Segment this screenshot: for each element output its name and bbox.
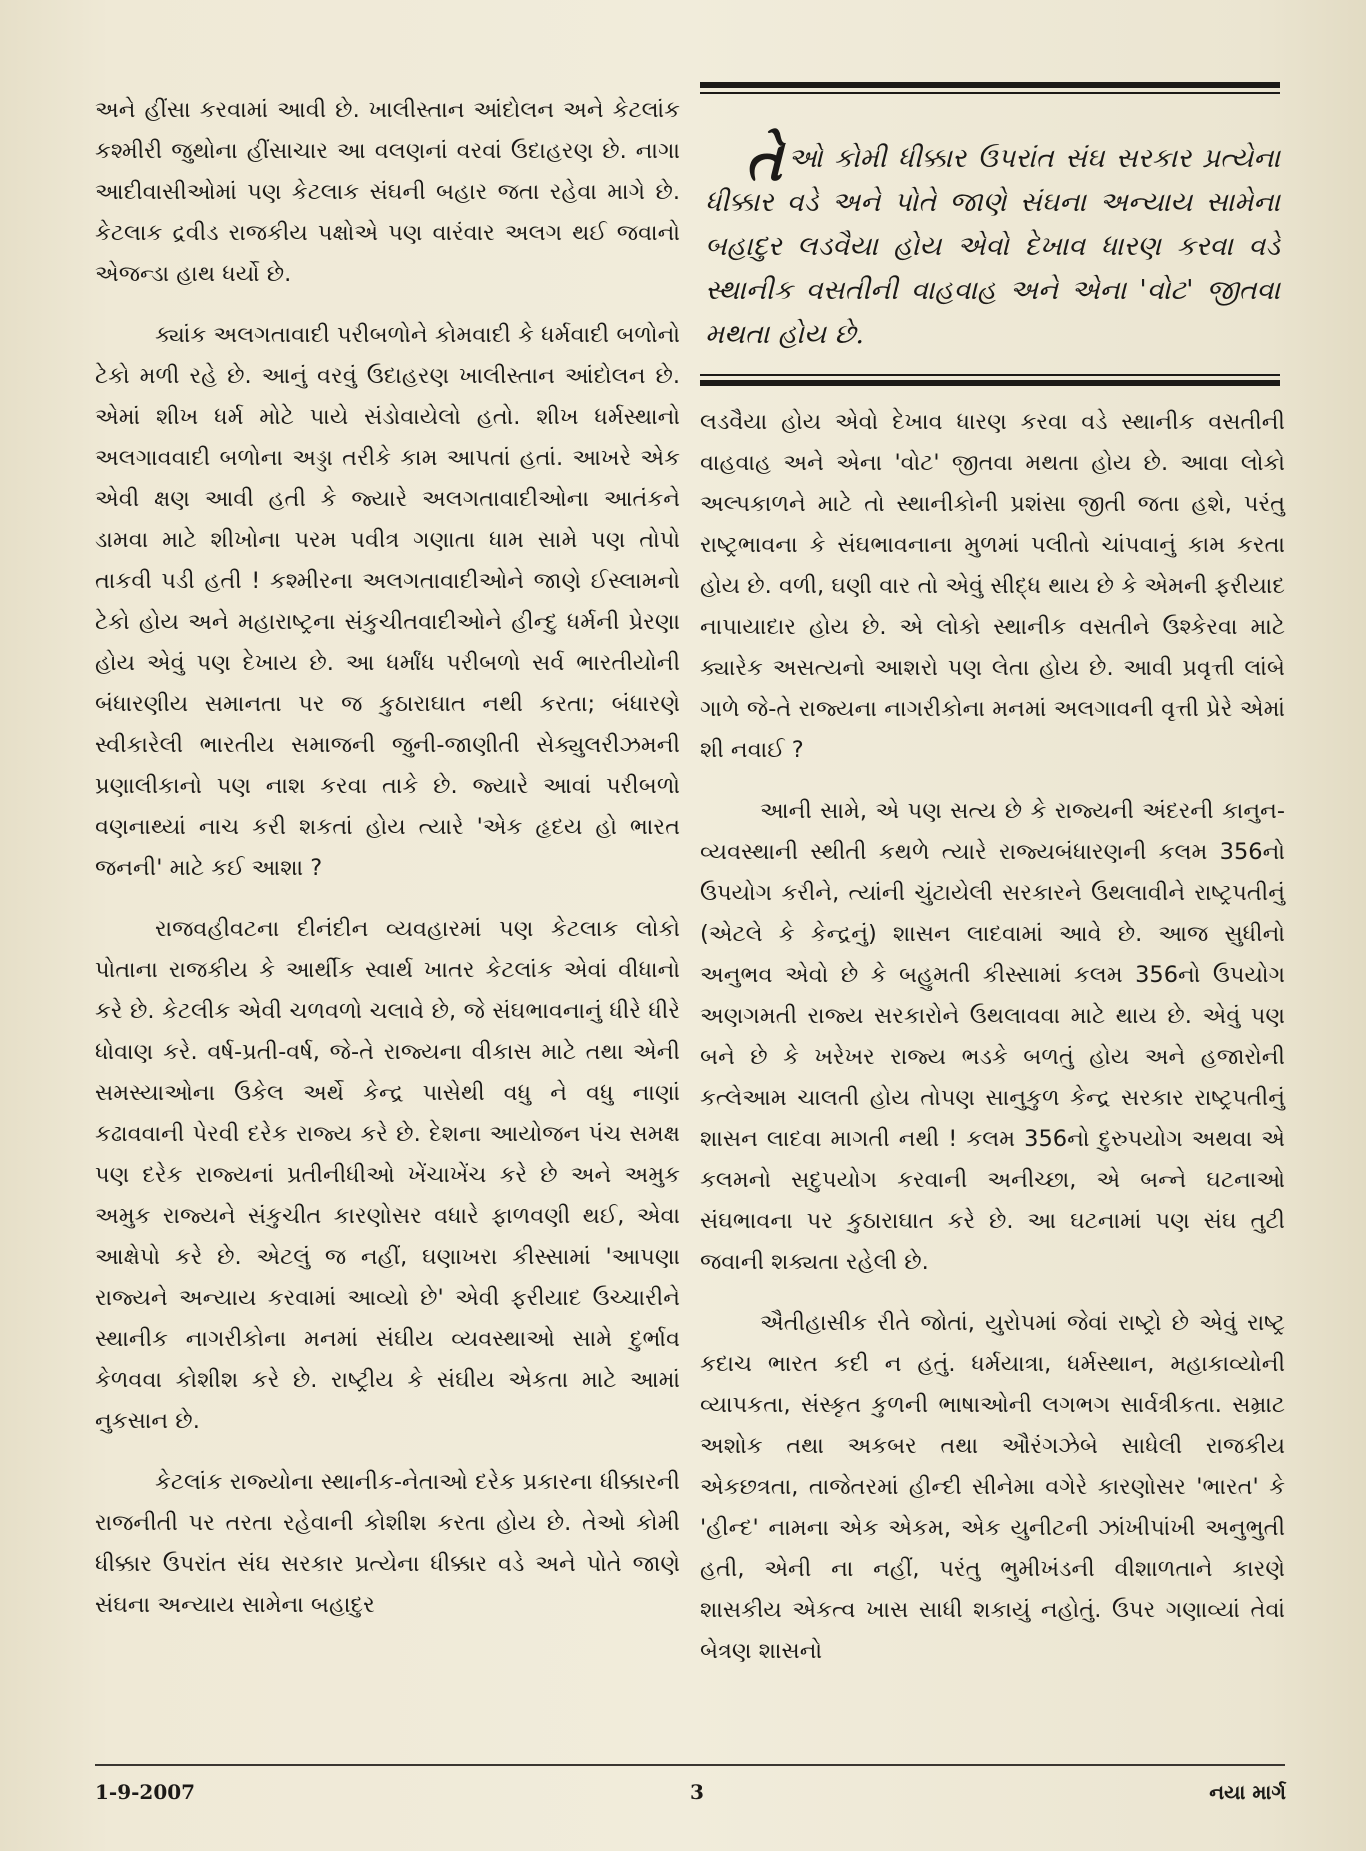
left-paragraph-2: ક્યાંક અલગતાવાદી પરીબળોને કોમવાદી કે ધર્મવાદી બળોનો ટેકો મળી રહે છે. આનું વરવું ઉદાહરણ ખાલીસ્તાન આંદોલન છે. એમાં શીખ ધર્મ મોટે પાયે સંડોવાયેલો હતો. શીખ ધર્મસ્થાનો અલગાવવાદી બળોના અડ્ડા તરીકે કામ આપતાં હતાં. આખરે એક એવી ક્ષણ આવી હતી કે જ્યારે અલગતાવાદીઓના આતંકને ડામવા માટે શીખોના પરમ પવીત્ર ગણાતા ધામ સામે પણ તોપો તાકવી પડી હતી ! કશ્મીરના અલગતાવાદીઓને જાણે ઈસ્લામનો ટેકો હોય અને મહારાષ્ટ્રના સંકુચીતવાદીઓને હીન્દુ ધર્મની પ્રેરણા હોય એવું પણ દેખાય છે. આ ધર્માંધ પરીબળો સર્વ ભારતીયોની બંધારણીય સમાનતા પર જ કુઠારાઘાત નથી કરતા; બંધારણે સ્વીકારેલી ભારતીય સમાજની જુની-જાણીતી સેક્યુલરીઝમની પ્રણાલીકાનો પણ નાશ કરવા તાકે છે. જ્યારે આવાં પરીબળો વણનાથ્યાં નાચ કરી શકતાં હોય ત્યારે 'એક હૃદય હો ભારત જનની' માટે કઈ આશા ? <box>95 322 680 881</box>
quote-top-rule-thin <box>700 92 1280 94</box>
left-paragraph-3: રાજવહીવટના દીનંદીન વ્યવહારમાં પણ કેટલાક લોકો પોતાના રાજકીય કે આર્થીક સ્વાર્થ ખાતર કેટલાંક એવાં વીધાનો કરે છે. કેટલીક એવી ચળવળો ચલાવે છે, જે સંઘભાવનાનું ધીરે ધીરે ધોવાણ કરે. વર્ષ-પ્રતી-વર્ષ, જે-તે રાજ્યના વીકાસ માટે તથા એની સમસ્યાઓના ઉકેલ અર્થે કેન્દ્ર પાસેથી વધુ ને વધુ નાણાં કઢાવવાની પેરવી દરેક રાજ્ય કરે છે. દેશના આયોજન પંચ સમક્ષ પણ દરેક રાજ્યનાં પ્રતીનીધીઓ ખેંચાખેંચ કરે છે અને અમુક અમુક રાજ્યને સંકુચીત કારણોસર વધારે ફાળવણી થઈ, એવા આક્ષેપો કરે છે. એટલું જ નહીં, ઘણાખરા કીસ્સામાં 'આપણા રાજ્યને અન્યાય કરવામાં આવ્યો છે' એવી ફરીયાદ ઉચ્ચારીને સ્થાનીક નાગરીકોના મનમાં સંઘીય વ્યવસ્થાઓ સામે દુર્ભાવ કેળવવા કોશીશ કરે છે. રાષ્ટ્રીય કે સંઘીય એકતા માટે આમાં નુકસાન છે. <box>95 916 680 1434</box>
quote-bottom-rule-thick <box>700 380 1280 386</box>
left-paragraph-1: અને હીંસા કરવામાં આવી છે. ખાલીસ્તાન આંદોલન અને કેટલાંક કશ્મીરી જુથોના હીંસાચાર આ વલણનાં વરવાં ઉદાહરણ છે. નાગા આદીવાસીઓમાં પણ કેટલાક સંઘની બહાર જતા રહેવા માગે છે. કેટલાક દ્રવીડ રાજકીય પક્ષોએ પણ વારંવાર અલગ થઈ જવાનો એજન્ડા હાથ ધર્યો છે. <box>95 97 680 287</box>
right-paragraph-1: લડવૈયા હોય એવો દેખાવ ધારણ કરવા વડે સ્થાનીક વસતીની વાહવાહ અને એના 'વોટ' જીતવા મથતા હોય છે. આવા લોકો અલ્પકાળને માટે તો સ્થાનીકોની પ્રશંસા જીતી જતા હશે, પરંતુ રાષ્ટ્રભાવના કે સંઘભાવનાના મુળમાં પલીતો ચાંપવાનું કામ કરતા હોય છે. વળી, ઘણી વાર તો એવું સીદ્ધ થાય છે કે એમની ફરીયાદ નાપાયાદાર હોય છે. એ લોકો સ્થાનીક વસતીને ઉશ્કેરવા માટે ક્યારેક અસત્યનો આશરો પણ લેતા હોય છે. આવી પ્રવૃત્તી લાંબે ગાળે જે-તે રાજ્યના નાગરીકોના મનમાં અલગાવની વૃત્તી પ્રેરે એમાં શી નવાઈ ? <box>700 409 1285 763</box>
left-column <box>95 90 680 1646</box>
right-paragraph-2: આની સામે, એ પણ સત્ય છે કે રાજ્યની અંદરની કાનુન-વ્યવસ્થાની સ્થીતી કથળે ત્યારે રાજ્યબંધારણની કલમ 356નો ઉપયોગ કરીને, ત્યાંની ચુંટાયેલી સરકારને ઉથલાવીને રાષ્ટ્રપતીનું (એટલે કે કેન્દ્રનું) શાસન લાદવામાં આવે છે. આજ સુધીનો અનુભવ એવો છે કે બહુમતી કીસ્સામાં કલમ 356નો ઉપયોગ અણગમતી રાજ્ય સરકારોને ઉથલાવવા માટે થાય છે. એવું પણ બને છે કે ખરેખર રાજ્ય ભડકે બળતું હોય અને હજારોની કત્લેઆમ ચાલતી હોય તોપણ સાનુકુળ કેન્દ્ર સરકાર રાષ્ટ્રપતીનું શાસન લાદવા માગતી નથી ! કલમ 356નો દુરુપયોગ અથવા એ કલમનો સદુપયોગ કરવાની અનીચ્છા, એ બન્ને ઘટનાઓ સંઘભાવના પર કુઠારાઘાત કરે છે. આ ઘટનામાં પણ સંઘ તુટી જવાની શક્યતા રહેલી છે. <box>700 798 1285 1275</box>
page-number: 3 <box>690 1780 704 1804</box>
pull-quote-box <box>700 82 1280 390</box>
quote-bottom-rule-thin <box>700 374 1280 376</box>
pull-quote-drop-cap: તે <box>745 128 783 194</box>
footer-date: 1-9-2007 <box>95 1780 196 1804</box>
publication-title: નયા માર્ગ <box>1209 1780 1286 1804</box>
pull-quote <box>705 128 1280 357</box>
quote-top-rule-thick <box>700 82 1280 88</box>
right-column <box>700 402 1285 1692</box>
right-paragraph-3: ઐતીહાસીક રીતે જોતાં, યુરોપમાં જેવાં રાષ્ટ્રો છે એવું રાષ્ટ્ર કદાચ ભારત કદી ન હતું. ધર્મયાત્રા, ધર્મસ્થાન, મહાકાવ્યોની વ્યાપકતા, સંસ્કૃત કુળની ભાષાઓની લગભગ સાર્વત્રીકતા. સમ્રાટ અશોક તથા અકબર તથા ઔરંગઝેબે સાધેલી રાજકીય એકછત્રતા, તાજેતરમાં હીન્દી સીનેમા વગેરે કારણોસર 'ભારત' કે 'હીન્દ' નામના એક એકમ, એક યુનીટની ઝાંખીપાંખી અનુભુતી હતી, એની ના નહીં, પરંતુ ભુમીખંડની વીશાળતાને કારણે શાસકીય એકત્વ ખાસ સાધી શકાયું નહોતું. ઉપર ગણાવ્યાં તેવાં બેત્રણ શાસનો <box>700 1310 1285 1664</box>
footer-rule <box>95 1764 1285 1766</box>
left-paragraph-4: કેટલાંક રાજ્યોના સ્થાનીક-નેતાઓ દરેક પ્રકારના ધીક્કારની રાજનીતી પર તરતા રહેવાની કોશીશ કરતા હોય છે. તેઓ કોમી ધીક્કાર ઉપરાંત સંઘ સરકાર પ્રત્યેના ધીક્કાર વડે અને પોતે જાણે સંઘના અન્યાય સામેના બહાદુર <box>95 1469 680 1618</box>
pull-quote-text: ઓ કોમી ધીક્કાર ઉપરાંત સંઘ સરકાર પ્રત્યેના ધીક્કાર વડે અને પોતે જાણે સંઘના અન્યાય સામેના બહાદુર લડવૈયા હોય એવો દેખાવ ધારણ કરવા વડે સ્થાનીક વસતીની વાહવાહ અને એના 'વોટ' જીતવા મથતા હોય છે. <box>705 143 1280 350</box>
